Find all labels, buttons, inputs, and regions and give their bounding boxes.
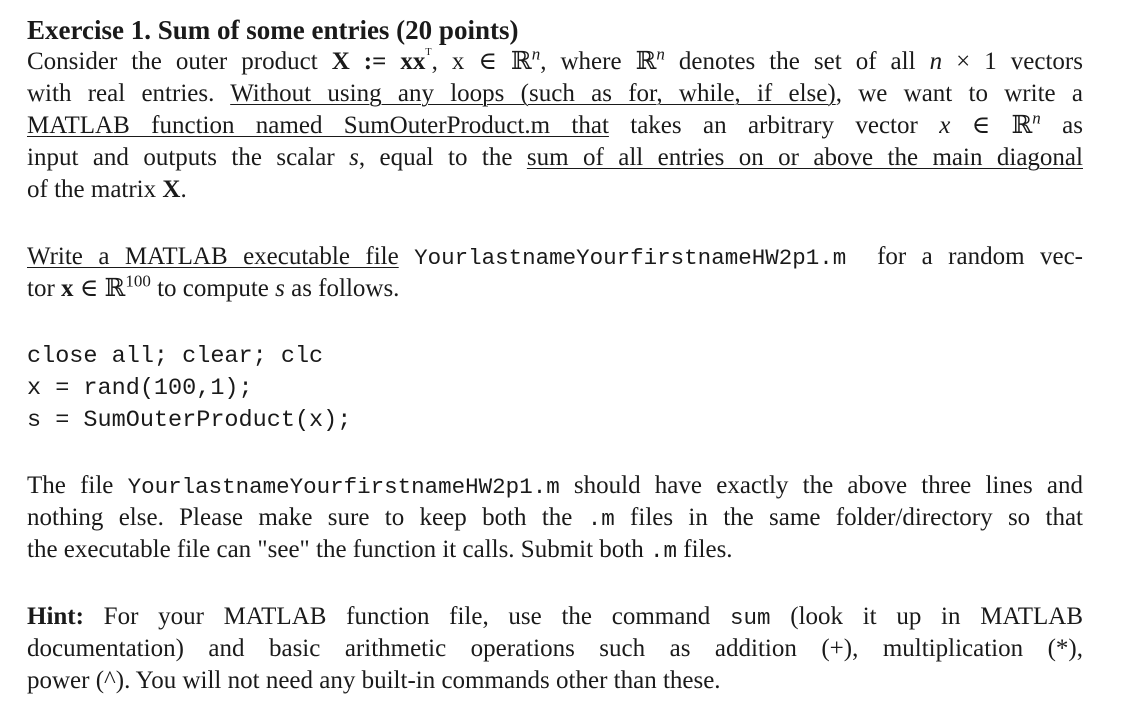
text: as [1040,112,1083,139]
text: denotes the set of all [664,48,930,75]
text: input and outputs the scalar [27,144,350,171]
text: tor [27,275,62,302]
math: , x ∈ ℝ [431,48,532,75]
text: , where ℝ [540,48,657,75]
text: For your MATLAB function file, use the command [83,603,731,630]
hint-line1 [27,601,1083,633]
text: documentation) and basic arithmetic operations such as addition (+), multiplication (*), [27,635,1083,662]
math-exp: n [656,44,665,64]
text: files in the same folder/directory so that [614,504,1083,531]
exercise-title: Exercise 1. Sum of some entries (20 points) [27,15,519,45]
math-X: X [162,176,181,203]
code-line-3: s = SumOuterProduct(x); [27,407,352,434]
text: should have exactly the above three lines and [559,472,1083,499]
text: (look it up in MATLAB [770,603,1083,630]
para1-line2 [27,78,1083,110]
para1-line1 [27,46,1083,78]
text: takes an arbitrary vector [608,112,940,139]
text: Consider the outer product [27,48,332,75]
underlined-text: MATLAB function named SumOuterProduct.m that [27,112,609,139]
text: The file [27,472,128,499]
text: to compute [150,275,276,302]
math-x: x [61,275,74,302]
math: ∈ ℝ [950,112,1033,139]
math-transpose: ᵀ [425,44,432,64]
hint-line3 [27,665,721,697]
text: nothing else. Please make sure to keep both the [27,504,588,531]
text: files. [677,536,733,563]
math-exp: n [1032,108,1041,128]
code-line-2: x = rand(100,1); [27,375,253,402]
text: × 1 vectors [942,48,1083,75]
command-sum: sum [730,605,771,631]
math-s: s [349,144,359,171]
text: as follows. [284,275,400,302]
para2-line1 [27,241,1083,273]
math-s: s [275,275,285,302]
filename: YourlastnameYourfirstnameHW2p1.m [414,245,847,271]
math: ∈ ℝ [73,275,126,302]
text: , we want to write a [835,80,1083,107]
underlined-text: Write a MATLAB executable file [27,243,399,270]
math-exp: 100 [125,271,151,291]
para1-line5 [27,174,187,206]
text: . [180,176,187,203]
underlined-text: sum of all entries on or above the main diagonal [526,144,1083,171]
math-exp: n [531,44,541,64]
text: for a random vec- [846,243,1083,270]
text: the executable file can "see" the function it calls. Submit both [27,536,650,563]
math-n: n [929,48,943,75]
math-x-def: X := xx [331,48,426,75]
underlined-text: Without using any loops (such as for, while, if else) [230,80,836,107]
extension: .m [650,538,678,564]
hint-line2 [27,633,1083,665]
para2-line2 [27,273,399,305]
para3-line3 [27,534,733,566]
text: power (^). You will not need any built-in commands other than these. [27,667,721,694]
extension: .m [587,506,615,532]
text: , equal to the [358,144,527,171]
para1-line4 [27,142,1083,174]
para3-line1 [27,470,1083,502]
code-line-1: close all; clear; clc [27,343,324,370]
text: with real entries. [27,80,231,107]
para1-line3 [27,110,1083,142]
space [399,243,414,270]
math-x: x [939,112,951,139]
hint-label: Hint: [27,603,84,630]
para3-line2 [27,502,1083,534]
filename: YourlastnameYourfirstnameHW2p1.m [127,474,560,500]
text: of the matrix [27,176,163,203]
